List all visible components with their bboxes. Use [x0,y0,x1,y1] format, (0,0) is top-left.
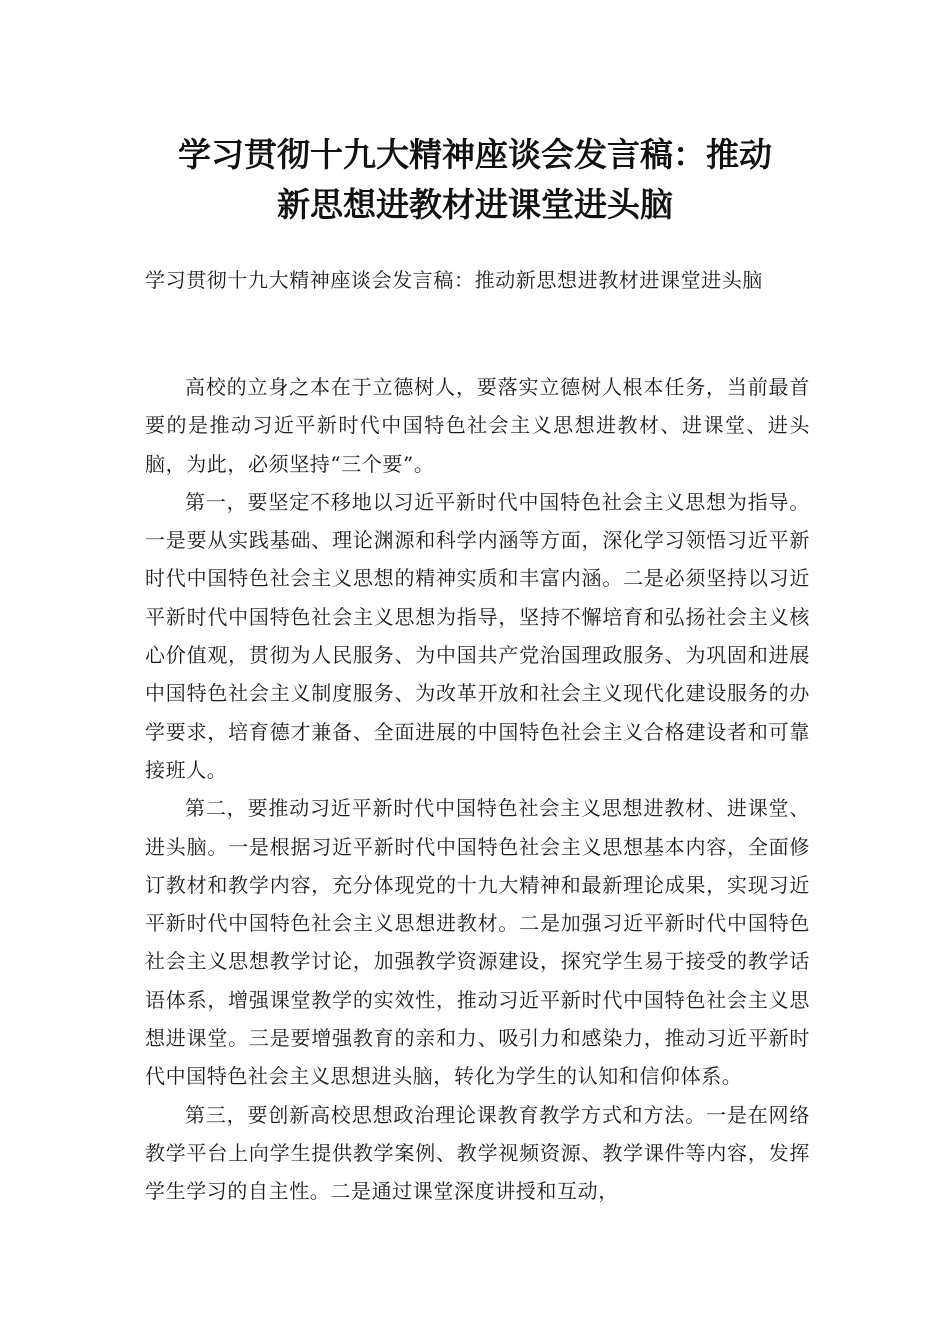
paragraph-intro: 高校的立身之本在于立德树人，要落实立德树人根本任务，当前最首要的是推动习近平新时代中国特色社会主义思想进教材、进课堂、进头脑，为此，必须坚持“三个要”。 [145,375,810,476]
paragraph-second: 第二，要推动习近平新时代中国特色社会主义思想进教材、进课堂、进头脑。一是根据习近平新时代中国特色社会主义思想基本内容，全面修订教材和教学内容，充分体现党的十九大精神和最新理论成果，实现习近平新时代中国特色社会主义思想进教材。二是加强习近平新时代中国特色社会主义思想教学讨论，加强教学资源建设，探究学生易于接受的教学话语体系，增强课堂教学的实效性，推动习近平新时代中国特色社会主义思想进课堂。三是要增强教育的亲和力、吸引力和感染力，推动习近平新时代中国特色社会主义思想进头脑，转化为学生的认知和信仰体系。 [145,796,810,1089]
document-subtitle: 学习贯彻十九大精神座谈会发言稿：推动新思想进教材进课堂进头脑 [145,268,763,292]
document-body [145,368,810,1211]
paragraph-first: 第一，要坚定不移地以习近平新时代中国特色社会主义思想为指导。一是要从实践基础、理论渊源和科学内涵等方面，深化学习领悟习近平新时代中国特色社会主义思想的精神实质和丰富内涵。二是必须坚持以习近平新时代中国特色社会主义思想为指导，坚持不懈培育和弘扬社会主义核心价值观，贯彻为人民服务、为中国共产党治国理政服务、为巩固和进展中国特色社会主义制度服务、为改革开放和社会主义现代化建设服务的办学要求，培育德才兼备、全面进展的中国特色社会主义合格建设者和可靠接班人。 [145,489,810,782]
document-title [120,130,830,230]
title-line-1: 学习贯彻十九大精神座谈会发言稿：推动 [178,135,772,174]
paragraph-third: 第三，要创新高校思想政治理论课教育教学方式和方法。一是在网络教学平台上向学生提供教学案例、教学视频资源、教学课件等内容，发挥学生学习的自主性。二是通过课堂深度讲授和互动， [145,1102,810,1204]
title-line-2: 新思想进教材进课堂进头脑 [277,185,673,224]
